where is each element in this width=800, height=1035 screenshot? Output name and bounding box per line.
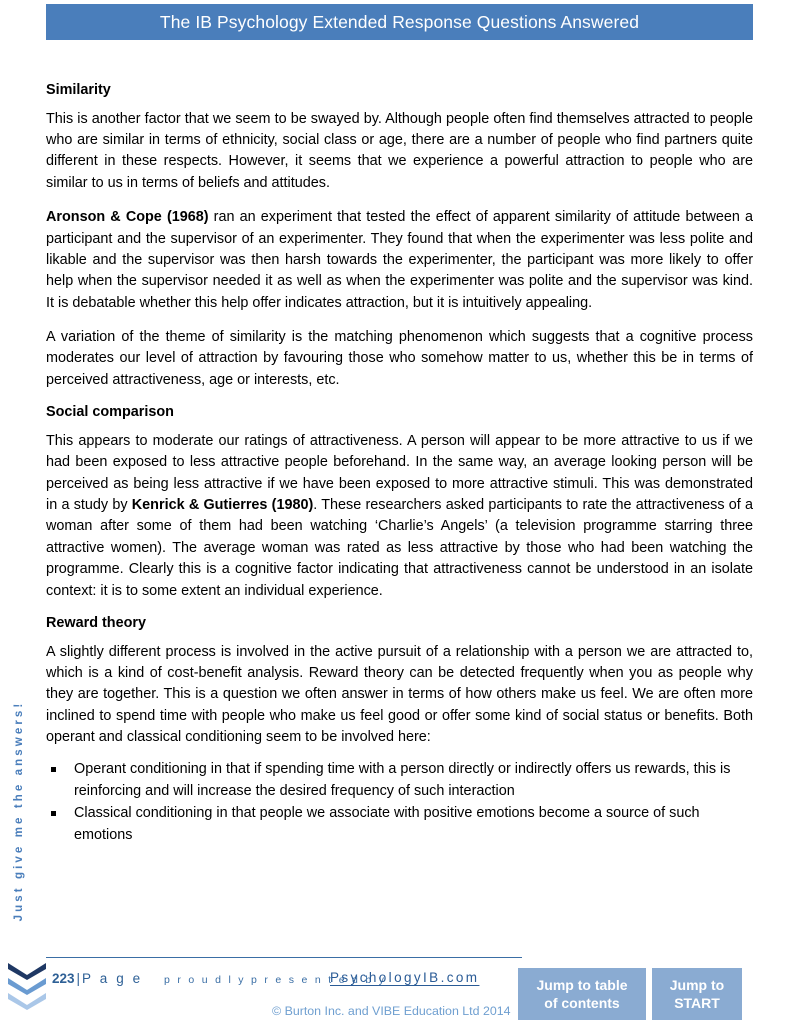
chevron-icon-bottom (8, 993, 46, 1010)
chevron-logo-icon (8, 963, 46, 1018)
list-item-text: Operant conditioning in that if spending time with a person directly or indirectly offers us rewards, this is reinforcing and will increase the desired frequency of such interaction (74, 761, 731, 799)
paragraph-social-text-2: . These researchers asked participants to rate the attractiveness of a woman after some of them had been watching ‘Charlie’s Angels’ (a television programme starring three attractive women). The average woman was rated as less attractive by those who had been watching the programme. Clearly this is a cognitive factor indicating that attractiveness cannot be understood in an isolate context: it is to some extent an individual experience. (46, 496, 754, 599)
square-bullet-icon (51, 811, 56, 816)
side-tab (6, 676, 32, 946)
presented-by-text: p r o u d l y p r e s e n t e d b y (164, 974, 387, 986)
square-bullet-icon (51, 767, 56, 772)
paragraph-similarity: This is another factor that we seem to be swayed by. Although people often find themselves attracted to people who are similar in terms of ethnicity, social class or age, there are a number of people who find partners quite different in these respects. However, it seems that we experience a powerful attraction to people who are similar to us in terms of beliefs and attitudes. (46, 110, 753, 191)
jump-start-line-1: Jump to (669, 976, 725, 993)
page-number-value: 223 (52, 971, 75, 986)
heading-social-comparison: Social comparison (46, 404, 174, 421)
page-number-word: P a g e (82, 971, 143, 986)
jump-to-table-of-contents-button[interactable] (518, 968, 646, 1020)
paragraph-aronson (46, 207, 753, 314)
paragraph-reward-theory: A slightly different process is involved in the active pursuit of a relationship with a person we are attracted to, which is a kind of cost-benefit analysis. Reward theory can be detected frequently when you as people why they are together. This is a question we often answer in terms of how others make us feel. We are often more inclined to spend time with people who make us feel good or offer some kind of social status or benefits. Both operant and classical conditioning seem to be involved here: (46, 643, 753, 746)
conditioning-bullet-list (46, 759, 753, 846)
heading-reward-theory: Reward theory (46, 614, 146, 631)
side-tab-label: Just give me the answers! (13, 700, 25, 922)
paragraph-variation: A variation of the theme of similarity is the matching phenomenon which suggests that a cognitive process moderates our level of attraction by favouring those who somehow matter to us, whether this be in terms of perceived attractiveness, age or interests, etc. (46, 329, 753, 388)
site-link[interactable]: PsychologyIB.com (330, 970, 480, 985)
paragraph-social-comparison (46, 431, 753, 602)
jump-toc-line-2: of contents (544, 995, 620, 1011)
page-number (52, 971, 143, 986)
jump-toc-line-1: Jump to table (536, 976, 628, 993)
page-title: The IB Psychology Extended Response Questions Answered (159, 11, 640, 32)
list-item-text: Classical conditioning in that people we associate with positive emotions become a source of such emotions (74, 805, 700, 843)
page-number-separator: | (76, 971, 81, 986)
footer-divider (46, 957, 522, 958)
heading-similarity: Similarity (46, 82, 111, 98)
list-item (46, 759, 753, 802)
page-header-banner (46, 4, 753, 40)
paragraph-aronson-text: ran an experiment that tested the effect of apparent similarity of attitude between a participant and the supervisor of an experimenter. They found that when the experimenter was less polite and likable and the supervisor was then harsh towards the experimenter, the participant was more likely to offer help when the supervisor needed it as well as when the experimenter was polite and the supervisor was kind. It is debatable whether this help offer indicates attraction, but it is intuitively appealing. (46, 209, 753, 311)
paragraph-social-text-1: This appears to moderate our ratings of attractiveness. A person will appear to be more attractive to us if we had been exposed to less attractive people beforehand. In the same way, an average looking person will be perceived as being less attractive if we have been exposed to more attractive stimuli. This was demonstrated in a study by (46, 432, 753, 513)
jump-to-start-button[interactable] (652, 968, 742, 1020)
citation-aronson-cope: Aronson & Cope (1968) (46, 209, 209, 226)
copyright-text: © Burton Inc. and VIBE Education Ltd 2014 (272, 1004, 511, 1018)
jump-start-line-2: START (674, 995, 720, 1011)
document-content (46, 82, 753, 847)
citation-kenrick-gutierres: Kenrick & Gutierres (1980) (131, 496, 314, 513)
list-item (46, 803, 753, 846)
